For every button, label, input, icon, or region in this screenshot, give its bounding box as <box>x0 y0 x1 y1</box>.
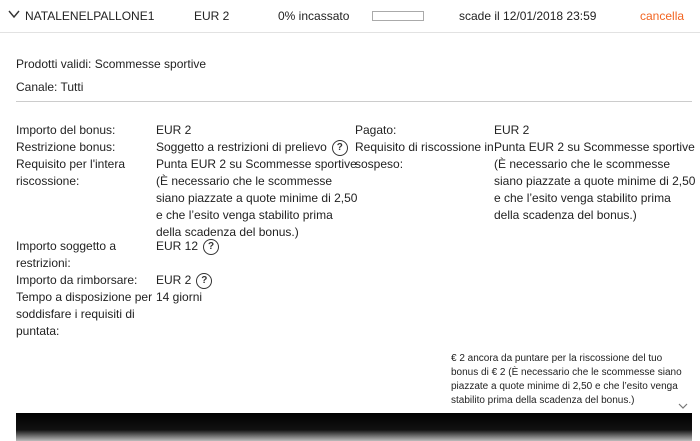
pending-value-line: (È necessario che le scommesse <box>494 157 671 171</box>
pending-value-line: siano piazzate a quote minime di 2,50 <box>494 174 696 188</box>
help-icon[interactable]: ? <box>332 140 348 156</box>
pending-label <box>355 139 494 173</box>
bottom-bar <box>16 413 692 441</box>
channel: Canale: Tutti <box>16 80 84 94</box>
refund-row <box>156 272 212 289</box>
time-label <box>16 289 152 340</box>
requirement-value-line: siano piazzate a quote minime di 2,50 <box>156 191 358 205</box>
pending-label-line: Requisito di riscossione in <box>355 140 494 154</box>
paid-value: EUR 2 <box>494 123 530 137</box>
requirement-value-line: e che l’esito venga stabilito prima <box>156 208 333 222</box>
restricted-amount-row <box>156 238 219 255</box>
pending-value <box>494 139 695 224</box>
chevron-down-icon[interactable] <box>678 402 688 410</box>
bonus-amount-label: Importo del bonus: <box>16 123 116 137</box>
divider <box>16 101 692 102</box>
pending-value-line: della scadenza del bonus.) <box>494 208 637 222</box>
help-icon[interactable]: ? <box>196 273 212 289</box>
chevron-down-icon[interactable] <box>8 8 20 20</box>
requirement-label <box>16 156 125 190</box>
progress-bar <box>372 11 424 21</box>
time-label-line: puntata: <box>16 324 60 338</box>
restricted-amount-label-line: Importo soggetto a <box>16 239 117 253</box>
bonus-amount-value: EUR 2 <box>156 123 192 137</box>
bonus-code: NATALENELPALLONE1 <box>25 9 155 23</box>
expiry-date: scade il 12/01/2018 23:59 <box>459 9 597 23</box>
requirement-value-line: (È necessario che le scommesse <box>156 174 333 188</box>
requirement-value-line: della scadenza del bonus.) <box>156 225 299 239</box>
refund-label: Importo da rimborsare: <box>16 273 138 287</box>
restricted-amount-label-line: restrizioni: <box>16 256 71 270</box>
restriction-value: Soggetto a restrizioni di prelievo <box>156 140 327 154</box>
requirement-value <box>156 156 357 241</box>
help-icon[interactable]: ? <box>203 239 219 255</box>
paid-label: Pagato: <box>355 123 397 137</box>
time-value: 14 giorni <box>156 290 203 304</box>
time-label-line: Tempo a disposizione per <box>16 290 153 304</box>
time-label-line: soddisfare i requisiti di <box>16 307 135 321</box>
remaining-wager-note: € 2 ancora da puntare per la riscossione del tuo bonus di € 2 (È necessario che le scommesse siano piazzate a quote minime di 2,50 e che l’esito venga stabilito prima della scadenza del bonus.) <box>451 353 682 406</box>
requirement-label-line: riscossione: <box>16 174 80 188</box>
refund-value: EUR 2 <box>156 273 192 287</box>
cancel-link[interactable]: cancella <box>640 9 685 23</box>
restricted-amount-label <box>16 238 116 272</box>
pending-value-line: e che l’esito venga stabilito prima <box>494 191 671 205</box>
redeemed-percent: 0% incassato <box>278 9 350 23</box>
valid-products: Prodotti validi: Scommesse sportive <box>16 57 207 71</box>
bonus-amount: EUR 2 <box>194 9 230 23</box>
bonus-header-row[interactable] <box>0 0 700 33</box>
requirement-value-line: Punta EUR 2 su Scommesse sportive <box>156 157 357 171</box>
restriction-value-row <box>156 139 348 156</box>
pending-label-line: sospeso: <box>355 157 404 171</box>
pending-value-line: Punta EUR 2 su Scommesse sportive <box>494 140 695 154</box>
restricted-amount-value: EUR 12 <box>156 239 199 253</box>
restriction-label: Restrizione bonus: <box>16 140 116 154</box>
requirement-label-line: Requisito per l'intera <box>16 157 126 171</box>
